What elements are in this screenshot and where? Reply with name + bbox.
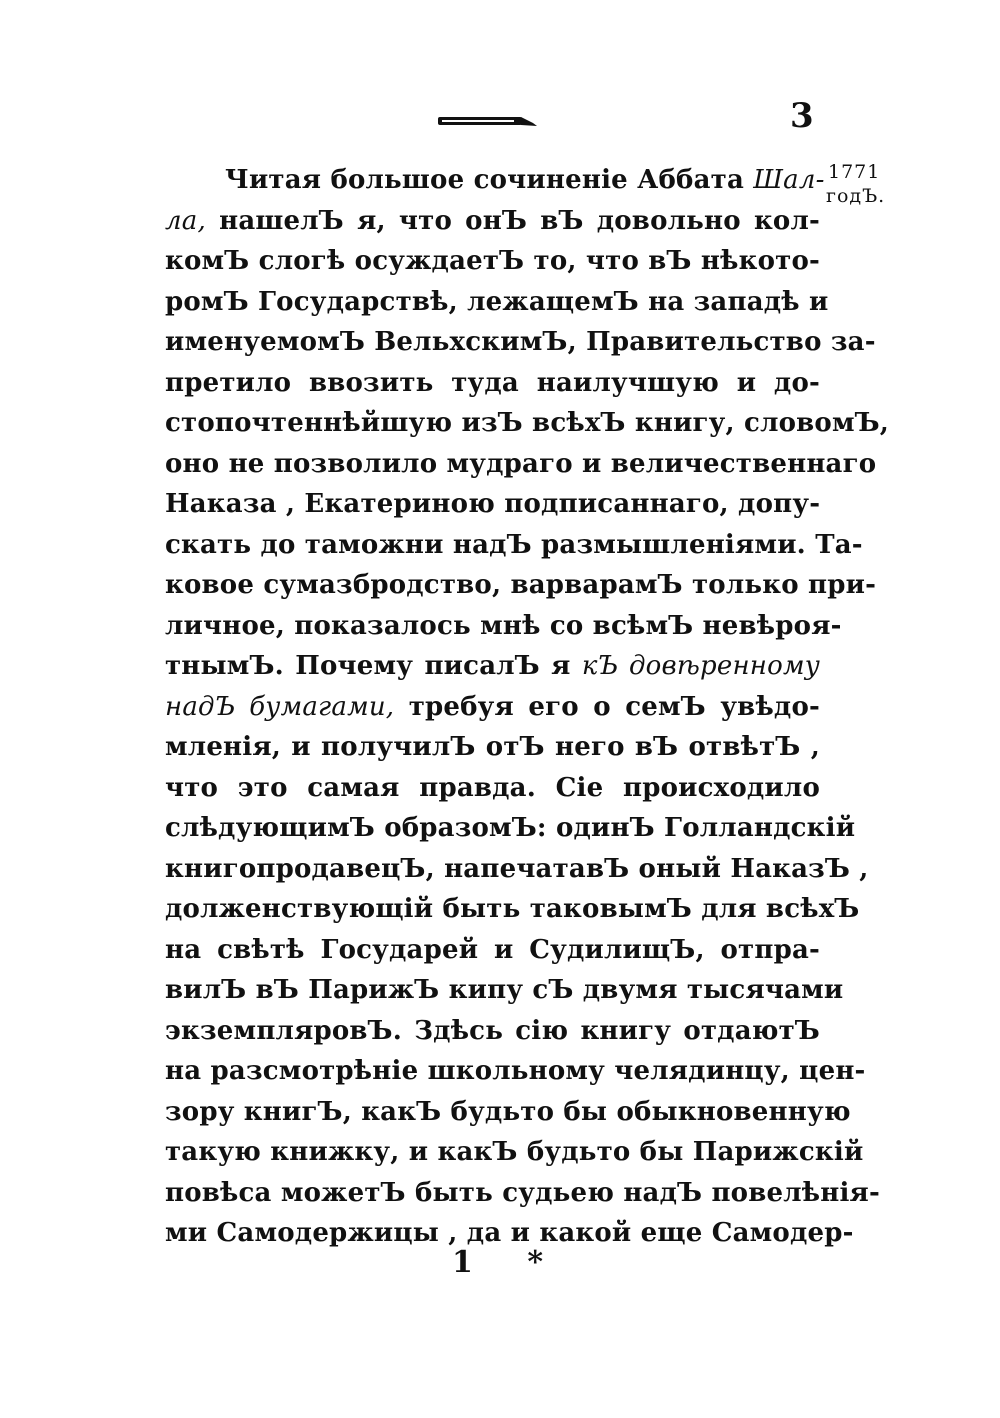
- text-line: [165, 687, 820, 728]
- italic-phrase: кЪ довѣренному: [581, 651, 820, 681]
- page-number: 3: [790, 96, 814, 136]
- header-rule-ornament: [437, 115, 537, 127]
- text-run: требуя его о семЪ увѣдо-: [394, 691, 820, 722]
- text-line: слѣдующимЪ образомЪ: одинЪ Голландскій: [165, 813, 856, 843]
- text-line: оно не позволило мудраго и величественнаго: [165, 448, 877, 479]
- text-run: нашелЪ я, что онЪ вЪ довольно кол-: [205, 205, 820, 236]
- text-line: на свѣтѣ Государей и СудилищЪ, отпра-: [165, 934, 820, 965]
- text-line: долженствующій быть таковымЪ для всѣхЪ: [165, 894, 860, 924]
- text-line: стопочтеннѣйшую изЪ всѣхЪ книгу, словомЪ,: [165, 408, 890, 438]
- text-line: скать до таможни надЪ размышленіями. Та-: [165, 529, 863, 560]
- text-line: претило ввозить туда наилучшую и до-: [165, 367, 820, 398]
- text-line: личное, показалось мнѣ со всѣмЪ невѣроя-: [165, 610, 842, 641]
- text-line: именуемомЪ ВельхскимЪ, Правительство за-: [165, 327, 876, 357]
- text-line: Наказа , Екатериною подписаннаго, допу-: [165, 489, 821, 519]
- text-line: книгопродавецЪ, напечатавЪ оный НаказЪ ,: [165, 853, 869, 884]
- text-line: [165, 160, 825, 201]
- text-line: комЪ слогѣ осуждаетЪ то, что вЪ нѣкото-: [165, 246, 820, 276]
- text-line: экземпляровЪ. Здѣсь сію книгу отдаютЪ: [165, 1015, 820, 1046]
- text-line: повѣса можетЪ быть судьею надЪ повелѣнія-: [165, 1177, 880, 1208]
- text-line: ми Самодержицы , да и какой еще Самодер-: [165, 1218, 854, 1248]
- text-line: на разсмотрѣніе школьному челядинцу, цен-: [165, 1056, 866, 1086]
- italic-name: ла,: [165, 205, 206, 236]
- margin-year-label: годЪ.: [826, 185, 886, 207]
- text-line: вилЪ вЪ ПарижЪ кипу сЪ двумя тысячами: [165, 975, 844, 1005]
- margin-year: 1771: [828, 161, 881, 183]
- text-line: такую книжку, и какЪ будьто бы Парижскій: [165, 1137, 864, 1167]
- text-line: ковое сумазбродство, варварамЪ только при-: [165, 570, 877, 600]
- text-run: тнымЪ. Почему писалЪ я: [165, 651, 582, 681]
- text-line: [165, 646, 820, 687]
- text-line: [165, 201, 820, 242]
- signature-mark: 1 *: [452, 1245, 566, 1280]
- text-line: мленія, и получилЪ отЪ него вЪ отвѣтЪ ,: [165, 732, 820, 762]
- italic-phrase: надЪ бумагами,: [165, 691, 395, 722]
- margin-note: [826, 160, 885, 208]
- italic-name: Шал-: [753, 165, 825, 195]
- text-run: Читая большое сочиненіе Аббата: [225, 165, 754, 195]
- text-line: зору книгЪ, какЪ будьто бы обыкновенную: [165, 1096, 851, 1127]
- text-line: ромЪ Государствѣ, лежащемЪ на западѣ и: [165, 286, 829, 317]
- text-line: что это самая правда. Сіе происходило: [165, 772, 820, 803]
